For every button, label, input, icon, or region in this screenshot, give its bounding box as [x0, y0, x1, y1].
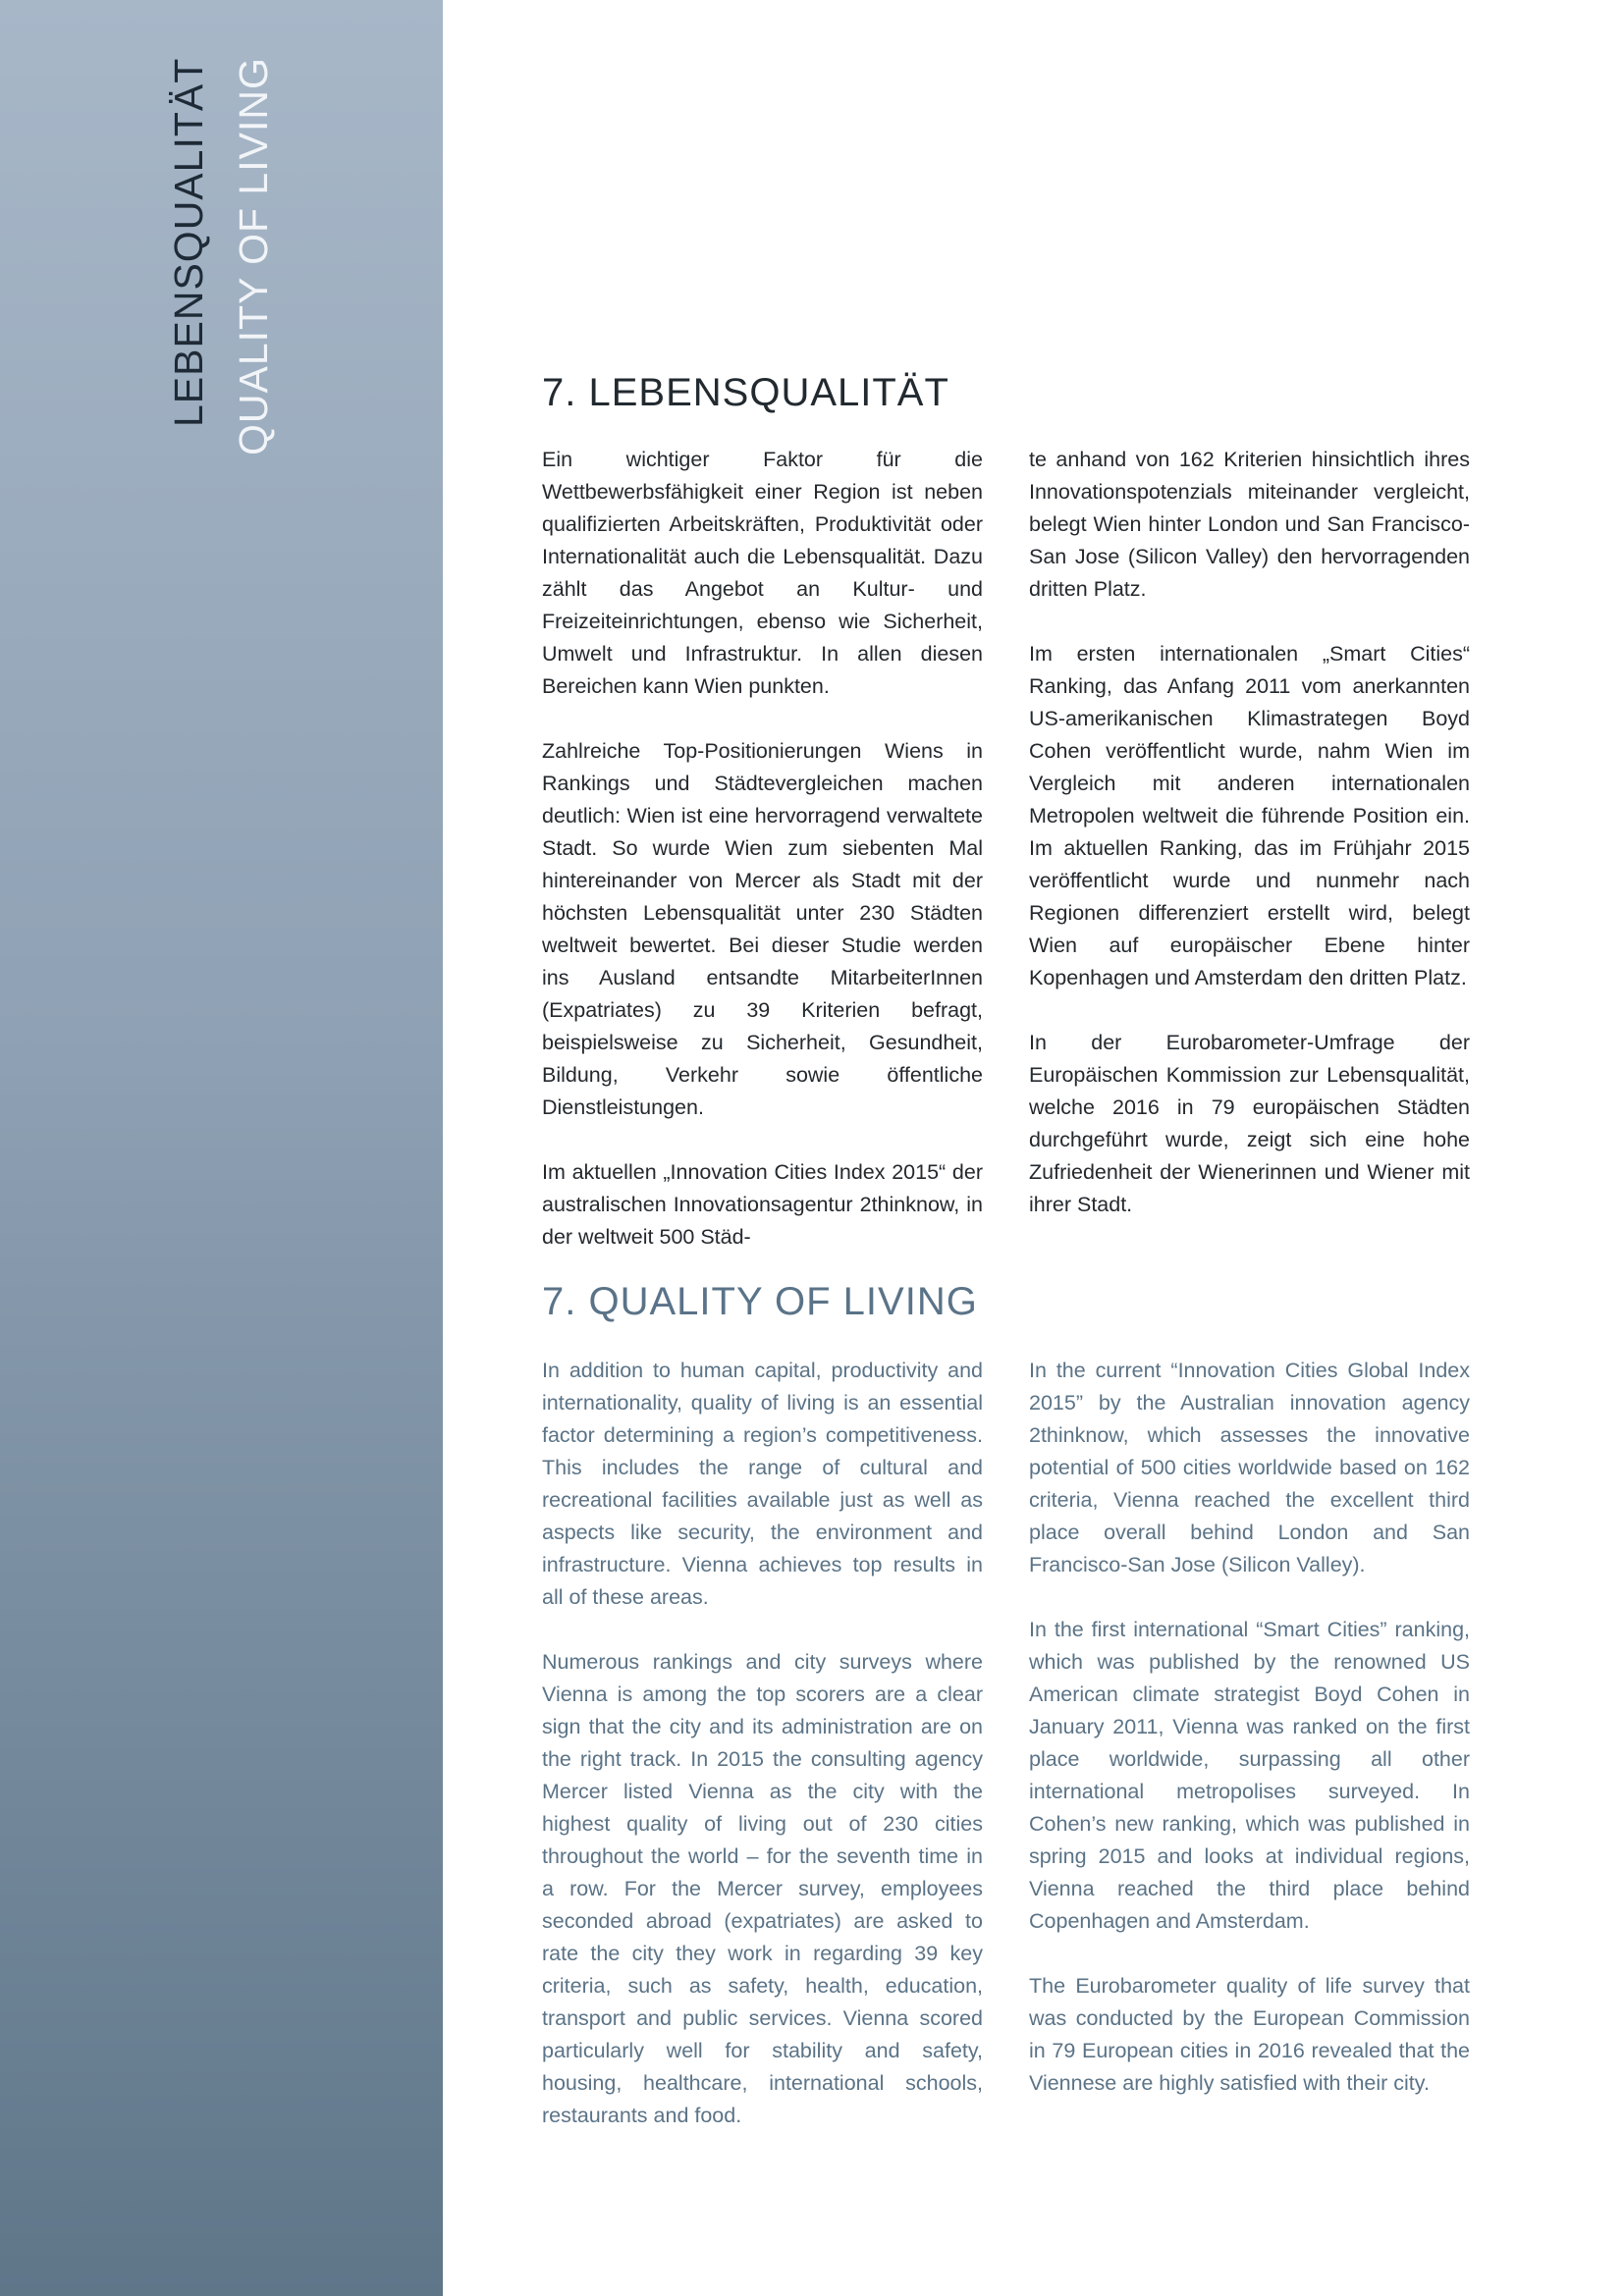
- paragraph: In der Eurobarometer-Umfrage der Europäischen Kommission zur Lebensqualität, welche 2016 in 79 europäischen Städten durchgeführt wurde, zeigt sich eine hohe Zufriedenheit der Wienerinnen und Wiener mit ihrer Stadt.: [1029, 1031, 1470, 1216]
- paragraph: Zahlreiche Top-Positionierungen Wiens in Rankings und Städtevergleichen machen deutlich: Wien ist eine hervorragend verwaltete Stadt. So wurde Wien zum siebenten Mal hintereinander von Mercer als Stadt mit der höchsten Lebensqualität unter 230 Städten weltweit bewertet. Bei dieser Studie werden ins Ausland entsandte MitarbeiterInnen (Expatriates) zu 39 Kriterien befragt, beispielsweise zu Sicherheit, Gesundheit, Bildung, Verkehr sowie öffentliche Dienstleistungen.: [542, 739, 983, 1119]
- sidebar-label-german: LEBENSQUALITÄT: [166, 57, 211, 427]
- paragraph: In addition to human capital, productivity and internationality, quality of living is an essential factor determining a region’s competitiveness. This includes the range of cultural and recreational facilities available just as well as aspects like security, the environment and infrastructure. Vienna achieves top results in all of these areas.: [542, 1359, 983, 1609]
- paragraph: Im ersten internationalen „Smart Cities“ Ranking, das Anfang 2011 vom anerkannten US-amerikanischen Klimastrategen Boyd Cohen veröffentlicht wurde, nahm Wien im Vergleich mit anderen internationalen Metropolen weltweit die führende Position ein. Im aktuellen Ranking, das im Frühjahr 2015 veröffentlicht wurde und nunmehr nach Regionen differenziert erstellt wird, belegt Wien auf europäischer Ebene hinter Kopenhagen und Amsterdam den dritten Platz.: [1029, 642, 1470, 989]
- sidebar-label-english: QUALITY OF LIVING: [231, 57, 276, 455]
- sidebar-band: [0, 0, 443, 2296]
- paragraph: Ein wichtiger Faktor für die Wettbewerbsfähigkeit einer Region ist neben qualifizierten Arbeitskräften, Produktivität oder Internationalität auch die Lebensqualität. Dazu zählt das Angebot an Kultur- und Freizeiteinrichtungen, ebenso wie Sicherheit, Umwelt und Infrastruktur. In allen diesen Bereichen kann Wien punkten.: [542, 448, 983, 698]
- english-column-right: [1029, 1355, 1470, 2100]
- paragraph: te anhand von 162 Kriterien hinsichtlich ihres Innovationspotenzials miteinander vergleicht, belegt Wien hinter London und San Francisco-San Jose (Silicon Valley) den hervorragenden dritten Platz.: [1029, 448, 1470, 601]
- paragraph: Numerous rankings and city surveys where Vienna is among the top scorers are a clear sign that the city and its administration are on the right track. In 2015 the consulting agency Mercer listed Vienna as the city with the highest quality of living out of 230 cities throughout the world – for the seventh time in a row. For the Mercer survey, employees seconded abroad (expatriates) are asked to rate the city they work in regarding 39 key criteria, such as safety, health, education, transport and public services. Vienna scored particularly well for stability and safety, housing, healthcare, international schools, restaurants and food.: [542, 1650, 983, 2127]
- paragraph: In the first international “Smart Cities” ranking, which was published by the renowned US American climate strategist Boyd Cohen in January 2011, Vienna was ranked on the first place worldwide, surpassing all other international metropolises surveyed. In Cohen’s new ranking, which was published in spring 2015 and looks at individual regions, Vienna reached the third place behind Copenhagen and Amsterdam.: [1029, 1618, 1470, 1933]
- paragraph: In the current “Innovation Cities Global Index 2015” by the Australian innovation agency 2thinknow, which assesses the innovative potential of 500 cities worldwide based on 162 criteria, Vienna reached the excellent third place overall behind London and San Francisco-San Jose (Silicon Valley).: [1029, 1359, 1470, 1576]
- english-column-left: [542, 1355, 983, 2132]
- paragraph: The Eurobarometer quality of life survey that was conducted by the European Commission in 79 European cities in 2016 revealed that the Viennese are highly satisfied with their city.: [1029, 1974, 1470, 2095]
- german-column-left: [542, 444, 983, 1254]
- german-column-right: [1029, 444, 1470, 1221]
- section-title-english: 7. QUALITY OF LIVING: [542, 1280, 978, 1323]
- section-title-german: 7. LEBENSQUALITÄT: [542, 371, 949, 414]
- paragraph: Im aktuellen „Innovation Cities Index 2015“ der australischen Innovationsagentur 2thinknow, in der weltweit 500 Städ-: [542, 1160, 983, 1249]
